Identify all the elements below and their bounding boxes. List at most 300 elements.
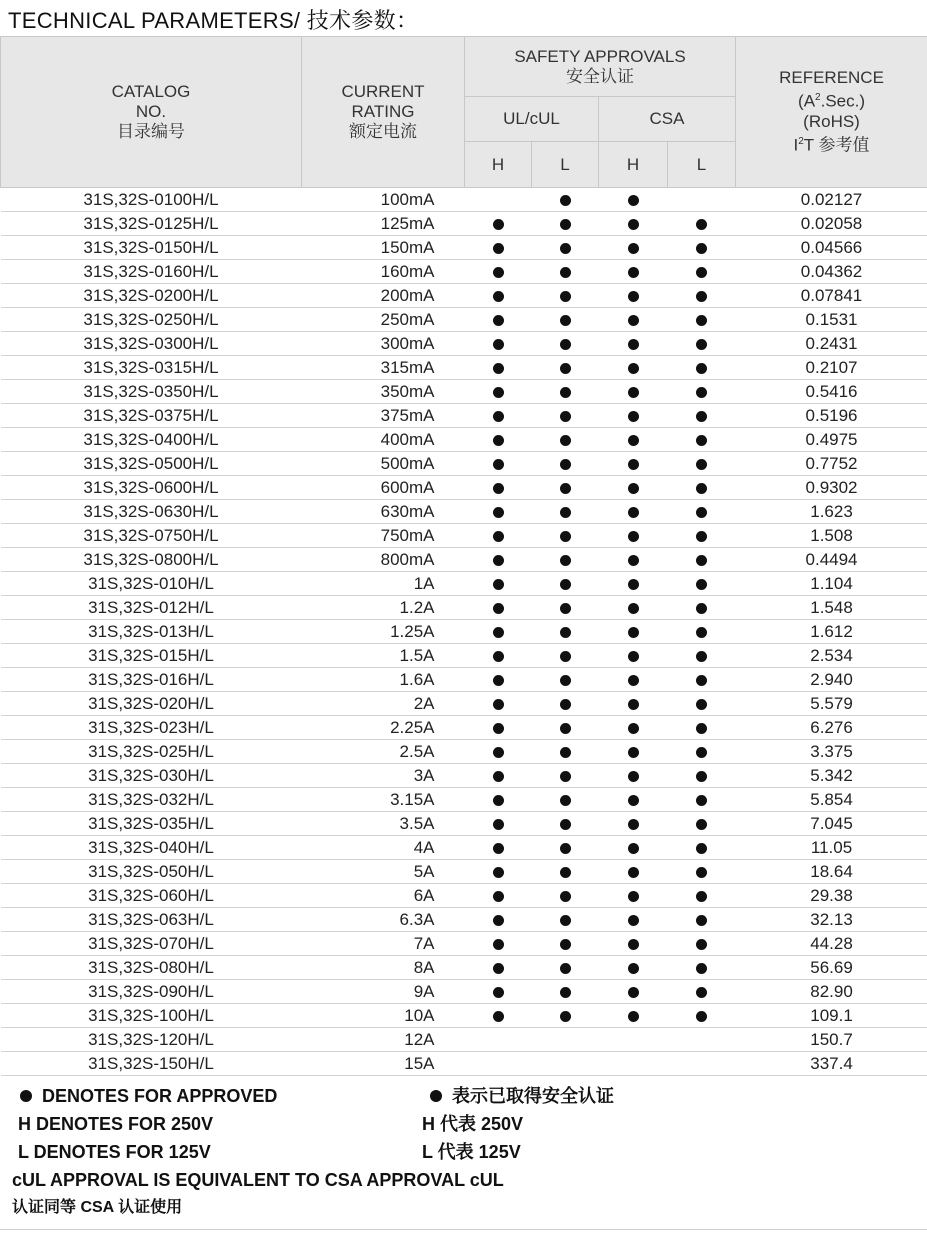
approval-cell-csa-l (668, 212, 736, 236)
approved-dot-icon (696, 387, 707, 398)
approval-cell-csa-h (599, 788, 668, 812)
approval-cell-ul-h (465, 1004, 532, 1028)
reference-cell: 2.534 (736, 644, 927, 668)
approved-dot-icon (696, 219, 707, 230)
current-cell: 3A (302, 764, 465, 788)
reference-cell: 1.612 (736, 620, 927, 644)
table-row (1, 188, 927, 212)
approval-cell-csa-l (668, 740, 736, 764)
approval-cell-csa-h (599, 500, 668, 524)
approval-cell-ul-l (532, 524, 599, 548)
approved-dot-icon (493, 939, 504, 950)
current-cell: 2.25A (302, 716, 465, 740)
table-row (1, 884, 927, 908)
approved-dot-icon (560, 675, 571, 686)
reference-cell: 2.940 (736, 668, 927, 692)
csa-l-header: L (668, 142, 736, 188)
approved-dot-icon (628, 651, 639, 662)
approved-dot-icon (696, 1011, 707, 1022)
approval-cell-ul-h (465, 500, 532, 524)
approved-dot-icon (696, 651, 707, 662)
approval-cell-csa-l (668, 836, 736, 860)
approval-cell-ul-h (465, 524, 532, 548)
approval-cell-csa-h (599, 908, 668, 932)
approved-dot-icon (560, 627, 571, 638)
approval-cell-csa-h (599, 548, 668, 572)
ul-l-header: L (532, 142, 599, 188)
approved-dot-icon (493, 723, 504, 734)
approved-dot-icon (560, 267, 571, 278)
catalog-cell: 31S,32S-050H/L (1, 860, 302, 884)
approved-dot-icon (493, 219, 504, 230)
catalog-cell: 31S,32S-0315H/L (1, 356, 302, 380)
reference-cell: 0.5416 (736, 380, 927, 404)
table-row (1, 1028, 927, 1052)
approval-cell-ul-h (465, 740, 532, 764)
current-cell: 2.5A (302, 740, 465, 764)
catalog-cell: 31S,32S-032H/L (1, 788, 302, 812)
approved-dot-icon (560, 867, 571, 878)
approval-cell-csa-h (599, 1004, 668, 1028)
approved-dot-icon (628, 195, 639, 206)
reference-cell: 0.4975 (736, 428, 927, 452)
catalog-cell: 31S,32S-090H/L (1, 980, 302, 1004)
approval-cell-ul-h (465, 572, 532, 596)
approved-dot-icon (696, 555, 707, 566)
current-cell: 1.6A (302, 668, 465, 692)
approval-cell-csa-h (599, 1052, 668, 1076)
legend-cul-row (12, 1166, 917, 1194)
approval-cell-ul-h (465, 1028, 532, 1052)
approved-dot-icon (560, 651, 571, 662)
approved-dot-icon (560, 315, 571, 326)
csa-header: CSA (599, 97, 736, 142)
approved-dot-icon (696, 891, 707, 902)
table-row (1, 284, 927, 308)
table-row (1, 404, 927, 428)
approved-dot-icon (493, 819, 504, 830)
approval-cell-csa-h (599, 212, 668, 236)
approved-dot-icon (493, 579, 504, 590)
approval-cell-csa-h (599, 356, 668, 380)
current-cell: 7A (302, 932, 465, 956)
approved-dot-icon (560, 723, 571, 734)
approved-dot-icon (696, 627, 707, 638)
approval-cell-csa-h (599, 284, 668, 308)
approval-cell-csa-l (668, 596, 736, 620)
safety-approvals-header: SAFETY APPROVALS 安全认证 (465, 37, 736, 97)
current-cell: 6A (302, 884, 465, 908)
current-cell: 3.5A (302, 812, 465, 836)
approval-cell-ul-h (465, 860, 532, 884)
approval-cell-ul-l (532, 308, 599, 332)
approved-dot-icon (628, 771, 639, 782)
approved-dot-icon (560, 603, 571, 614)
approval-cell-ul-l (532, 620, 599, 644)
approval-cell-ul-l (532, 1004, 599, 1028)
approved-dot-icon (696, 411, 707, 422)
approval-cell-ul-h (465, 308, 532, 332)
ul-cul-header: UL/cUL (465, 97, 599, 142)
approved-dot-icon (696, 747, 707, 758)
approval-cell-ul-l (532, 236, 599, 260)
catalog-cell: 31S,32S-015H/L (1, 644, 302, 668)
approved-dot-icon (696, 507, 707, 518)
approved-dot-icon (628, 963, 639, 974)
approval-cell-csa-h (599, 860, 668, 884)
reference-cell: 0.7752 (736, 452, 927, 476)
approved-dot-icon (696, 363, 707, 374)
approval-cell-ul-l (532, 980, 599, 1004)
approval-cell-csa-l (668, 428, 736, 452)
catalog-cell: 31S,32S-150H/L (1, 1052, 302, 1076)
approved-dot-icon (493, 363, 504, 374)
approved-dot-icon (628, 843, 639, 854)
table-row (1, 500, 927, 524)
reference-cell: 3.375 (736, 740, 927, 764)
approved-dot-icon (493, 747, 504, 758)
approval-cell-csa-h (599, 572, 668, 596)
catalog-cell: 31S,32S-0800H/L (1, 548, 302, 572)
approved-dot-icon (493, 627, 504, 638)
approval-cell-csa-l (668, 788, 736, 812)
table-row (1, 908, 927, 932)
approved-dot-icon (628, 483, 639, 494)
approval-cell-ul-l (532, 380, 599, 404)
approved-dot-icon (560, 771, 571, 782)
approval-cell-csa-l (668, 404, 736, 428)
approved-dot-icon (560, 987, 571, 998)
approved-dot-icon (560, 963, 571, 974)
approved-dot-icon (628, 939, 639, 950)
approval-cell-ul-l (532, 260, 599, 284)
approval-cell-ul-h (465, 788, 532, 812)
reference-cell: 109.1 (736, 1004, 927, 1028)
approved-dot-icon (628, 867, 639, 878)
catalog-cell: 31S,32S-025H/L (1, 740, 302, 764)
current-cell: 1.2A (302, 596, 465, 620)
approved-dot-icon (493, 267, 504, 278)
technical-parameters-table (0, 36, 927, 1076)
table-row (1, 452, 927, 476)
table-row (1, 740, 927, 764)
approved-dot-icon (696, 435, 707, 446)
approval-cell-csa-h (599, 260, 668, 284)
approved-dot-icon (696, 723, 707, 734)
current-cell: 1.5A (302, 644, 465, 668)
approval-cell-ul-l (532, 812, 599, 836)
approved-dot-icon (696, 243, 707, 254)
approved-dot-icon (560, 387, 571, 398)
current-cell: 600mA (302, 476, 465, 500)
table-row (1, 956, 927, 980)
table-row (1, 260, 927, 284)
reference-cell: 1.548 (736, 596, 927, 620)
catalog-cell: 31S,32S-0600H/L (1, 476, 302, 500)
approval-cell-ul-h (465, 212, 532, 236)
approval-cell-ul-h (465, 980, 532, 1004)
approved-dot-icon (696, 579, 707, 590)
approval-cell-csa-l (668, 260, 736, 284)
approved-dot-icon (628, 603, 639, 614)
approved-dot-icon (560, 363, 571, 374)
approval-cell-ul-l (532, 284, 599, 308)
approval-cell-csa-l (668, 500, 736, 524)
approval-cell-csa-l (668, 308, 736, 332)
approval-cell-csa-l (668, 452, 736, 476)
approval-cell-csa-h (599, 1028, 668, 1052)
approved-dot-icon (493, 1011, 504, 1022)
approval-cell-csa-l (668, 284, 736, 308)
approval-cell-ul-l (532, 956, 599, 980)
reference-cell: 1.104 (736, 572, 927, 596)
approval-cell-csa-h (599, 332, 668, 356)
approval-cell-ul-h (465, 644, 532, 668)
approval-cell-csa-h (599, 740, 668, 764)
approval-cell-csa-l (668, 332, 736, 356)
approved-dot-icon (20, 1090, 32, 1102)
table-row (1, 236, 927, 260)
approved-dot-icon (493, 411, 504, 422)
approval-cell-ul-h (465, 260, 532, 284)
approval-cell-ul-l (532, 1028, 599, 1052)
legend-h-row (12, 1110, 917, 1138)
approved-dot-icon (696, 699, 707, 710)
table-row (1, 644, 927, 668)
catalog-cell: 31S,32S-012H/L (1, 596, 302, 620)
catalog-cell: 31S,32S-080H/L (1, 956, 302, 980)
reference-cell: 337.4 (736, 1052, 927, 1076)
approved-dot-icon (696, 339, 707, 350)
approved-dot-icon (696, 915, 707, 926)
catalog-cell: 31S,32S-120H/L (1, 1028, 302, 1052)
approval-cell-ul-h (465, 548, 532, 572)
catalog-cell: 31S,32S-0350H/L (1, 380, 302, 404)
approved-dot-icon (628, 723, 639, 734)
approved-dot-icon (696, 675, 707, 686)
approved-dot-icon (493, 507, 504, 518)
approval-cell-ul-l (532, 908, 599, 932)
approved-dot-icon (560, 699, 571, 710)
approval-cell-ul-l (532, 644, 599, 668)
catalog-cell: 31S,32S-063H/L (1, 908, 302, 932)
current-cell: 350mA (302, 380, 465, 404)
approval-cell-ul-l (532, 596, 599, 620)
approval-cell-ul-h (465, 812, 532, 836)
approved-dot-icon (628, 795, 639, 806)
current-cell: 12A (302, 1028, 465, 1052)
approval-cell-csa-h (599, 428, 668, 452)
reference-cell: 7.045 (736, 812, 927, 836)
approved-dot-icon (628, 819, 639, 830)
approval-cell-csa-h (599, 596, 668, 620)
approved-dot-icon (560, 915, 571, 926)
legend-h-cn: H 代表 250V (422, 1114, 524, 1134)
approved-dot-icon (696, 795, 707, 806)
approval-cell-csa-l (668, 620, 736, 644)
legend-approved-en: DENOTES FOR APPROVED (42, 1086, 278, 1106)
approved-dot-icon (696, 291, 707, 302)
approval-cell-ul-h (465, 284, 532, 308)
table-row (1, 596, 927, 620)
legend (12, 1082, 917, 1222)
approval-cell-ul-h (465, 452, 532, 476)
reference-cell: 11.05 (736, 836, 927, 860)
approved-dot-icon (696, 963, 707, 974)
catalog-cell: 31S,32S-070H/L (1, 932, 302, 956)
table-row (1, 476, 927, 500)
approved-dot-icon (560, 555, 571, 566)
approved-dot-icon (493, 603, 504, 614)
reference-cell: 1.623 (736, 500, 927, 524)
catalog-cell: 31S,32S-0150H/L (1, 236, 302, 260)
table-row (1, 620, 927, 644)
catalog-cell: 31S,32S-035H/L (1, 812, 302, 836)
approval-cell-csa-h (599, 836, 668, 860)
catalog-cell: 31S,32S-0375H/L (1, 404, 302, 428)
approved-dot-icon (560, 483, 571, 494)
approved-dot-icon (628, 435, 639, 446)
table-row (1, 212, 927, 236)
approved-dot-icon (696, 843, 707, 854)
current-cell: 315mA (302, 356, 465, 380)
approval-cell-ul-h (465, 332, 532, 356)
approved-dot-icon (628, 315, 639, 326)
approval-cell-csa-l (668, 644, 736, 668)
approval-cell-csa-h (599, 692, 668, 716)
catalog-cell: 31S,32S-020H/L (1, 692, 302, 716)
approved-dot-icon (493, 291, 504, 302)
table-row (1, 548, 927, 572)
approved-dot-icon (628, 747, 639, 758)
approval-cell-csa-h (599, 308, 668, 332)
approval-cell-ul-h (465, 884, 532, 908)
approval-cell-ul-l (532, 500, 599, 524)
reference-cell: 18.64 (736, 860, 927, 884)
approved-dot-icon (560, 339, 571, 350)
approved-dot-icon (560, 459, 571, 470)
catalog-cell: 31S,32S-0250H/L (1, 308, 302, 332)
approval-cell-ul-h (465, 668, 532, 692)
approved-dot-icon (493, 483, 504, 494)
approved-dot-icon (560, 1011, 571, 1022)
approval-cell-ul-h (465, 380, 532, 404)
reference-cell: 0.2431 (736, 332, 927, 356)
reference-cell: 0.04362 (736, 260, 927, 284)
approved-dot-icon (560, 291, 571, 302)
approved-dot-icon (696, 315, 707, 326)
current-cell: 8A (302, 956, 465, 980)
approved-dot-icon (493, 987, 504, 998)
legend-l-en: L DENOTES FOR 125V (18, 1142, 211, 1162)
approved-dot-icon (493, 243, 504, 254)
approved-dot-icon (628, 387, 639, 398)
approved-dot-icon (493, 339, 504, 350)
approved-dot-icon (696, 939, 707, 950)
approval-cell-ul-l (532, 1052, 599, 1076)
approval-cell-ul-l (532, 692, 599, 716)
approval-cell-ul-l (532, 188, 599, 212)
table-row (1, 716, 927, 740)
table-row (1, 332, 927, 356)
approved-dot-icon (560, 891, 571, 902)
table-row (1, 764, 927, 788)
approved-dot-icon (560, 243, 571, 254)
approved-dot-icon (696, 267, 707, 278)
current-cell: 100mA (302, 188, 465, 212)
approved-dot-icon (628, 915, 639, 926)
table-row (1, 860, 927, 884)
table-row (1, 1052, 927, 1076)
approval-cell-csa-l (668, 1052, 736, 1076)
reference-cell: 5.342 (736, 764, 927, 788)
approved-dot-icon (560, 819, 571, 830)
table-row (1, 812, 927, 836)
catalog-cell: 31S,32S-016H/L (1, 668, 302, 692)
approved-dot-icon (696, 459, 707, 470)
reference-cell: 44.28 (736, 932, 927, 956)
legend-l-cn: L 代表 125V (422, 1142, 521, 1162)
current-cell: 2A (302, 692, 465, 716)
current-cell: 6.3A (302, 908, 465, 932)
approval-cell-ul-l (532, 932, 599, 956)
legend-cul-cn: 认证同等 CSA 认证使用 (12, 1199, 183, 1216)
approved-dot-icon (628, 363, 639, 374)
current-cell: 750mA (302, 524, 465, 548)
current-cell: 150mA (302, 236, 465, 260)
reference-cell: 150.7 (736, 1028, 927, 1052)
catalog-header: CATALOG NO. 目录编号 (1, 37, 302, 188)
approval-cell-csa-h (599, 524, 668, 548)
approval-cell-ul-l (532, 740, 599, 764)
approved-dot-icon (628, 1011, 639, 1022)
approval-cell-ul-l (532, 860, 599, 884)
table-row (1, 524, 927, 548)
approval-cell-csa-l (668, 572, 736, 596)
approved-dot-icon (628, 699, 639, 710)
approval-cell-ul-h (465, 836, 532, 860)
approval-cell-csa-l (668, 908, 736, 932)
catalog-cell: 31S,32S-030H/L (1, 764, 302, 788)
current-cell: 300mA (302, 332, 465, 356)
table-row (1, 932, 927, 956)
approval-cell-ul-l (532, 452, 599, 476)
approved-dot-icon (628, 291, 639, 302)
approved-dot-icon (493, 915, 504, 926)
approved-dot-icon (628, 219, 639, 230)
approval-cell-csa-l (668, 188, 736, 212)
approved-dot-icon (493, 387, 504, 398)
approval-cell-csa-l (668, 548, 736, 572)
current-cell: 125mA (302, 212, 465, 236)
approval-cell-csa-l (668, 716, 736, 740)
approved-dot-icon (560, 195, 571, 206)
reference-cell: 0.07841 (736, 284, 927, 308)
reference-cell: 0.04566 (736, 236, 927, 260)
table-row (1, 980, 927, 1004)
approval-cell-ul-l (532, 356, 599, 380)
approval-cell-csa-l (668, 668, 736, 692)
legend-cul-en: cUL APPROVAL IS EQUIVALENT TO CSA APPROVAL cUL (12, 1170, 504, 1190)
approved-dot-icon (560, 747, 571, 758)
catalog-cell: 31S,32S-0500H/L (1, 452, 302, 476)
catalog-cell: 31S,32S-0200H/L (1, 284, 302, 308)
approved-dot-icon (628, 531, 639, 542)
reference-cell: 29.38 (736, 884, 927, 908)
approval-cell-ul-h (465, 716, 532, 740)
approved-dot-icon (560, 531, 571, 542)
approval-cell-ul-h (465, 908, 532, 932)
